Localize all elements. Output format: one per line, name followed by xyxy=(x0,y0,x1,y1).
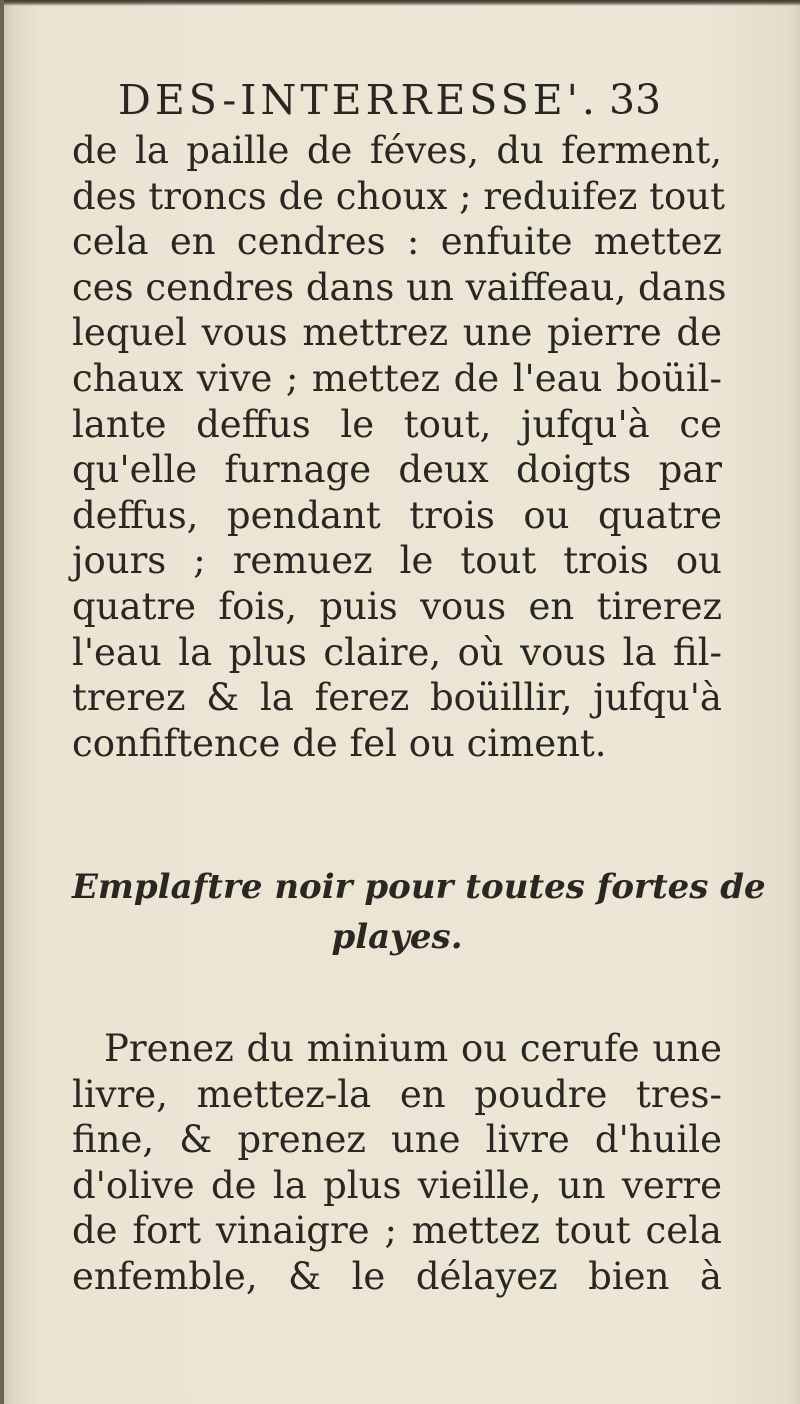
text-line: de la paille de féves, du ferment, xyxy=(72,129,722,172)
text-line: deffus, pendant trois ou quatre xyxy=(72,493,722,537)
text-line: de fort vinaigre ; mettez tout cela xyxy=(72,1209,722,1253)
text-line: qu'elle furnage deux doigts par xyxy=(72,448,722,492)
text-line: trerez & la ferez boüillir, jufqu'à xyxy=(72,676,722,720)
text-line: l'eau la plus claire, où vous la fil- xyxy=(72,630,722,674)
text-line: lequel vous mettrez une pierre de xyxy=(72,311,722,355)
text-line: fine, & prenez une livre d'huile xyxy=(72,1118,722,1162)
running-head xyxy=(118,74,738,126)
page-number: 33 xyxy=(608,76,662,124)
text-line: livre, mettez-la en poudre tres- xyxy=(72,1072,722,1116)
section-heading xyxy=(72,862,766,962)
page-top-edge xyxy=(0,0,800,6)
heading-line-1: Emplaftre noir pour toutes fortes de xyxy=(72,867,766,907)
text-line: Prenez du minium ou cerufe une xyxy=(104,1027,722,1070)
text-line: enfemble, & le délayez bien à xyxy=(72,1254,722,1298)
text-line: ces cendres dans un vaiffeau, dans xyxy=(72,265,727,309)
running-head-title: DES-INTERRESSE'. xyxy=(118,76,599,124)
text-line: jours ; remuez le tout trois ou xyxy=(72,539,722,583)
text-line: chaux vive ; mettez de l'eau boüil- xyxy=(72,356,722,400)
heading-line-2: playes. xyxy=(331,917,463,957)
text-line: cela en cendres : enfuite mettez xyxy=(72,220,722,264)
text-line: confiftence de fel ou ciment. xyxy=(72,721,607,765)
text-line: des troncs de choux ; reduifez tout xyxy=(72,174,725,218)
text-line: lante deffus le tout, jufqu'à ce xyxy=(72,402,722,446)
text-line: d'olive de la plus vieille, un verre xyxy=(72,1163,722,1207)
paragraph-1 xyxy=(72,128,727,766)
text-line: quatre fois, puis vous en tirerez xyxy=(72,584,722,628)
page-binding-edge xyxy=(0,0,4,1404)
paragraph-2 xyxy=(72,1026,722,1300)
